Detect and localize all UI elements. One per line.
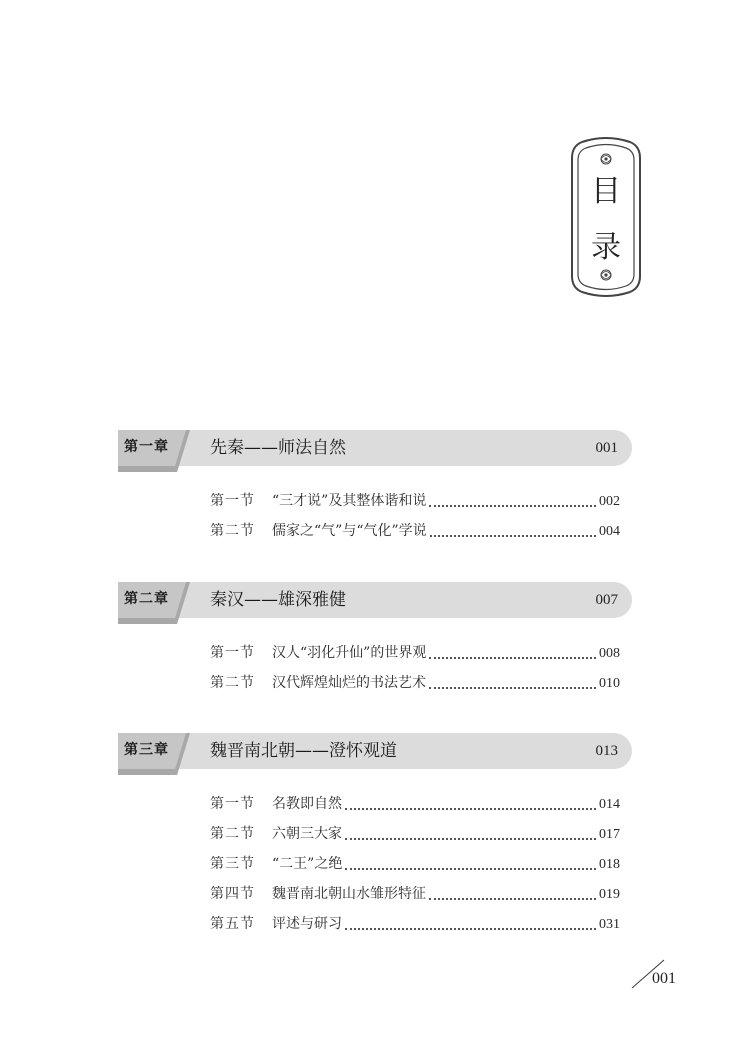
chapter-label: 第三章 <box>124 742 169 758</box>
section-entry[interactable] <box>210 490 620 512</box>
section-title: 汉人“羽化升仙”的世界观 <box>272 645 427 661</box>
section-title: 名教即自然 <box>272 796 342 812</box>
section-page-number: 031 <box>599 917 620 932</box>
dot-leader <box>430 531 596 537</box>
section-page-number: 008 <box>599 646 620 661</box>
dot-leader <box>429 501 596 507</box>
section-page-number: 017 <box>599 827 620 842</box>
section-page-number: 002 <box>599 494 620 509</box>
page-folio: 001 <box>652 970 676 987</box>
dot-leader <box>345 864 596 870</box>
toc-title-char-2: 录 <box>591 230 621 265</box>
section-page-number: 019 <box>599 887 620 902</box>
dot-leader <box>429 894 596 900</box>
chapter-heading[interactable] <box>118 582 632 618</box>
chapter-title: 先秦——师法自然 <box>210 438 346 458</box>
section-title: “三才说”及其整体谐和说 <box>272 493 427 509</box>
chapter-title: 魏晋南北朝——澄怀观道 <box>210 741 397 761</box>
chapter-label: 第一章 <box>124 439 169 455</box>
section-entry[interactable] <box>210 853 620 875</box>
section-entry[interactable] <box>210 823 620 845</box>
section-entry[interactable] <box>210 883 620 905</box>
chapter-heading[interactable] <box>118 733 632 769</box>
section-title: 魏晋南北朝山水雏形特征 <box>272 886 426 902</box>
toc-title-frame <box>568 132 644 302</box>
section-page-number: 010 <box>599 676 620 691</box>
section-entry[interactable] <box>210 642 620 664</box>
dot-leader <box>345 834 596 840</box>
dot-leader <box>429 653 596 659</box>
title-frame-border <box>568 132 644 302</box>
section-page-number: 004 <box>599 524 620 539</box>
section-entry[interactable] <box>210 520 620 542</box>
section-title: 汉代辉煌灿烂的书法艺术 <box>272 675 426 691</box>
section-entry[interactable] <box>210 672 620 694</box>
flower-ornament-icon <box>601 270 611 280</box>
section-number: 第一节 <box>210 493 255 509</box>
chapter-title: 秦汉——雄深雅健 <box>210 590 346 610</box>
section-title: 儒家之“气”与“气化”学说 <box>272 523 427 539</box>
chapter-page-number: 001 <box>595 440 618 456</box>
dot-leader <box>429 683 596 689</box>
section-number: 第二节 <box>210 523 255 539</box>
chapter-page-number: 007 <box>595 592 618 608</box>
section-number: 第一节 <box>210 796 255 812</box>
section-page-number: 014 <box>599 797 620 812</box>
chapter-page-number: 013 <box>595 743 618 759</box>
section-number: 第三节 <box>210 856 255 872</box>
flower-ornament-icon <box>601 154 611 164</box>
section-title: “二王”之绝 <box>272 856 343 872</box>
section-number: 第五节 <box>210 916 255 932</box>
toc-title-char-1: 目 <box>591 174 621 209</box>
section-page-number: 018 <box>599 857 620 872</box>
section-number: 第一节 <box>210 645 255 661</box>
section-number: 第二节 <box>210 675 255 691</box>
section-title: 六朝三大家 <box>272 826 342 842</box>
section-number: 第四节 <box>210 886 255 902</box>
section-number: 第二节 <box>210 826 255 842</box>
section-entry[interactable] <box>210 793 620 815</box>
chapter-heading[interactable] <box>118 430 632 466</box>
dot-leader <box>345 924 596 930</box>
chapter-label: 第二章 <box>124 591 169 607</box>
section-title: 评述与研习 <box>272 916 342 932</box>
section-entry[interactable] <box>210 913 620 935</box>
dot-leader <box>345 804 596 810</box>
